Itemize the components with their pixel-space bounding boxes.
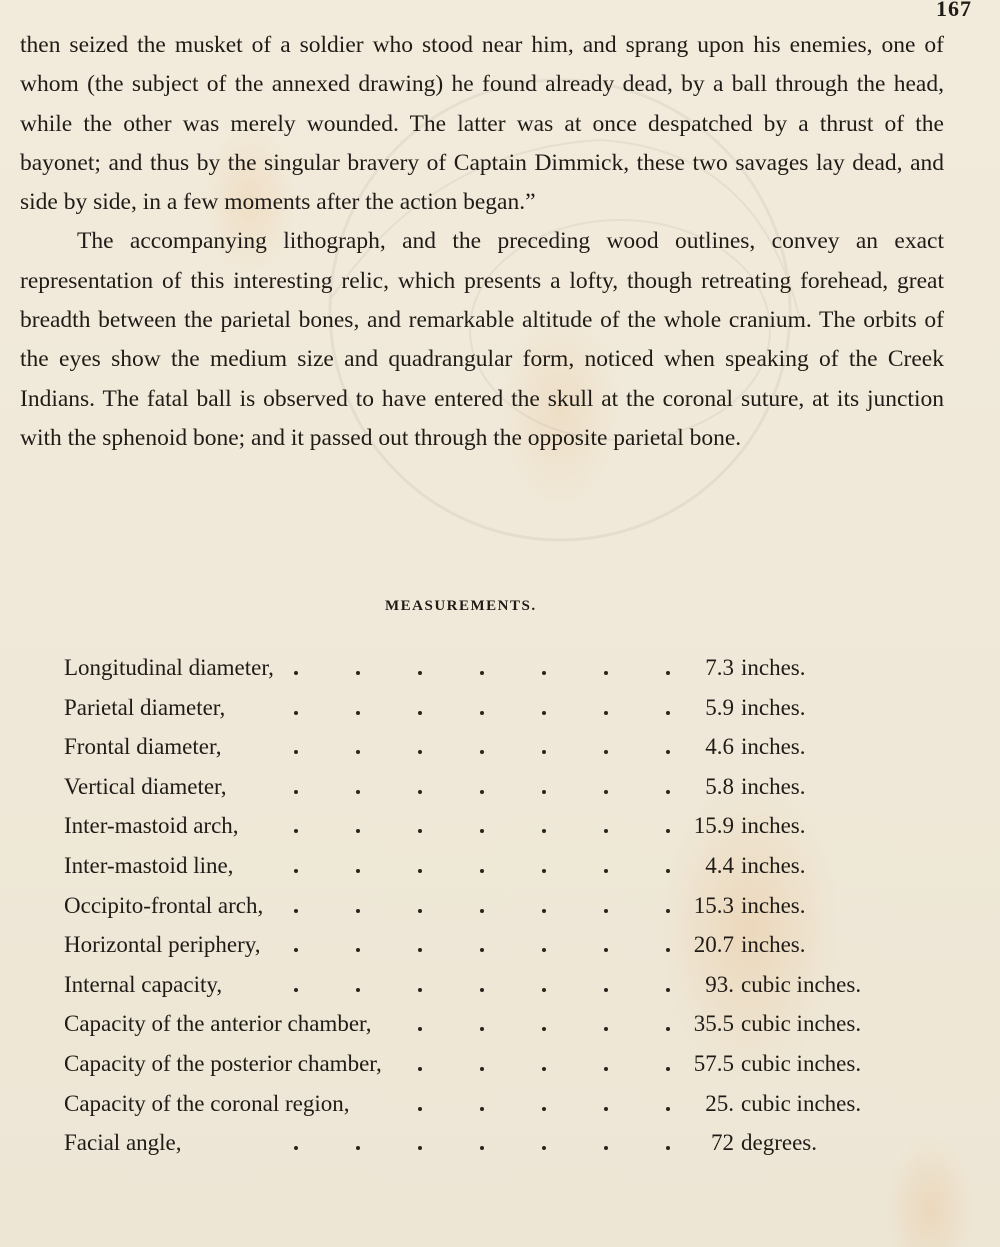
leader-dot	[542, 1067, 546, 1071]
leader-dot	[294, 909, 298, 913]
measurement-label: Internal capacity,	[64, 971, 223, 997]
body-text	[20, 26, 944, 458]
leader-dot	[604, 948, 608, 952]
leader-dot	[480, 829, 484, 833]
leader-dot	[542, 1027, 546, 1031]
measurement-unit: inches.	[741, 773, 806, 799]
leader-dots	[294, 691, 674, 721]
leader-dot	[356, 909, 360, 913]
leader-dot	[356, 671, 360, 675]
measurement-label: Capacity of the anterior chamber,	[64, 1011, 372, 1037]
measurement-value: 4.4	[705, 852, 734, 878]
measurements-table	[64, 651, 964, 1166]
leader-dot	[542, 711, 546, 715]
leader-dot	[542, 988, 546, 992]
measurement-row	[64, 1007, 964, 1047]
leader-dot	[294, 711, 298, 715]
leader-dot	[542, 829, 546, 833]
leader-dot	[480, 948, 484, 952]
leader-dot	[418, 790, 422, 794]
measurement-unit: inches.	[741, 734, 806, 760]
leader-dot	[294, 948, 298, 952]
leader-dot	[418, 750, 422, 754]
leader-dots	[294, 968, 674, 998]
leader-dot	[418, 1027, 422, 1031]
leader-dot	[294, 750, 298, 754]
leader-dot	[542, 1107, 546, 1111]
measurement-row	[64, 889, 964, 929]
measurement-value: 20.7	[693, 932, 734, 958]
leader-dot	[480, 1146, 484, 1150]
leader-dots	[294, 928, 674, 958]
measurement-label: Facial angle,	[64, 1130, 182, 1156]
leader-dots	[294, 1126, 674, 1156]
leader-dot	[418, 869, 422, 873]
paragraph-quote-end: then seized the musket of a soldier who stood near him, and sprang upon his enemies, one of whom (the subject of the annexed drawing) he found already dead, by a ball through the head, while the other was merely wounded. The latter was at once despatched by a thrust of the bayonet; and thus by the singular bravery of Captain Dimmick, these two savages lay dead, and side by side, in a few moments after the action began.”	[20, 32, 944, 216]
leader-dots	[294, 1087, 674, 1117]
leader-dot	[356, 711, 360, 715]
measurement-label: Frontal diameter,	[64, 734, 222, 760]
leader-dot	[294, 869, 298, 873]
measurement-row	[64, 968, 964, 1008]
leader-dot	[480, 1067, 484, 1071]
measurement-value: 72	[711, 1130, 734, 1156]
leader-dot	[418, 1067, 422, 1071]
leader-dot	[542, 671, 546, 675]
measurement-unit: inches.	[741, 694, 806, 720]
leader-dot	[604, 869, 608, 873]
leader-dot	[480, 750, 484, 754]
page-number: 167	[936, 0, 972, 21]
measurement-row	[64, 691, 964, 731]
measurement-unit: cubic inches.	[741, 1050, 862, 1076]
leader-dots	[294, 849, 674, 879]
leader-dot	[418, 1146, 422, 1150]
leader-dot	[480, 1107, 484, 1111]
leader-dot	[604, 988, 608, 992]
measurement-value: 15.9	[693, 813, 734, 839]
measurement-value: 35.5	[693, 1011, 734, 1037]
leader-dot	[604, 1027, 608, 1031]
measurement-unit: cubic inches.	[741, 1011, 862, 1037]
leader-dot	[294, 671, 298, 675]
leader-dot	[480, 790, 484, 794]
leader-dot	[356, 869, 360, 873]
measurement-row	[64, 1047, 964, 1087]
measurement-unit: inches.	[741, 892, 806, 918]
leader-dot	[542, 948, 546, 952]
leader-dot	[604, 1067, 608, 1071]
leader-dot	[356, 988, 360, 992]
leader-dot	[356, 948, 360, 952]
measurement-row	[64, 1126, 964, 1166]
measurement-unit: inches.	[741, 813, 806, 839]
measurement-value: 15.3	[693, 892, 734, 918]
leader-dot	[418, 988, 422, 992]
leader-dot	[480, 1027, 484, 1031]
leader-dot	[542, 750, 546, 754]
leader-dot	[356, 1146, 360, 1150]
measurement-row	[64, 928, 964, 968]
measurement-label: Inter-mastoid arch,	[64, 813, 239, 839]
measurement-row	[64, 730, 964, 770]
leader-dot	[604, 750, 608, 754]
measurement-unit: inches.	[741, 932, 806, 958]
measurement-label: Longitudinal diameter,	[64, 655, 274, 680]
measurement-unit: degrees.	[741, 1130, 817, 1156]
leader-dot	[418, 1107, 422, 1111]
leader-dot	[294, 790, 298, 794]
leader-dot	[542, 909, 546, 913]
leader-dots	[294, 730, 674, 760]
measurement-row	[64, 809, 964, 849]
paragraph-description: The accompanying lithograph, and the preceding wood outlines, convey an exact representation of this interesting relic, which presents a lofty, though retreating forehead, great breadth between the parietal bones, and remarkable altitude of the whole cranium. The orbits of the eyes show the medium size and quadrangular form, noticed when speaking of the Creek Indians. The fatal ball is observed to have entered the skull at the coronal suture, at its junction with the sphenoid bone; and it passed out through the opposite parietal bone.	[20, 228, 944, 451]
measurement-value: 57.5	[693, 1050, 734, 1076]
measurement-label: Capacity of the posterior chamber,	[64, 1050, 382, 1076]
measurement-value: 5.9	[705, 694, 734, 720]
leader-dot	[294, 829, 298, 833]
measurements-heading: MEASUREMENTS.	[385, 598, 537, 614]
measurement-label: Inter-mastoid line,	[64, 852, 234, 878]
measurement-unit: inches.	[741, 655, 806, 680]
leader-dot	[542, 790, 546, 794]
measurement-label: Horizontal periphery,	[64, 932, 261, 958]
leader-dots	[294, 1047, 674, 1077]
leader-dot	[604, 1146, 608, 1150]
measurement-value: 7.3	[705, 655, 734, 680]
measurement-unit: cubic inches.	[741, 971, 862, 997]
leader-dot	[604, 829, 608, 833]
leader-dot	[356, 790, 360, 794]
measurement-label: Occipito-frontal arch,	[64, 892, 264, 918]
leader-dots	[294, 1007, 674, 1037]
leader-dot	[294, 988, 298, 992]
leader-dot	[418, 711, 422, 715]
leader-dots	[294, 889, 674, 919]
measurement-row	[64, 651, 964, 691]
measurement-unit: cubic inches.	[741, 1090, 862, 1116]
leader-dot	[418, 948, 422, 952]
leader-dot	[418, 909, 422, 913]
leader-dot	[604, 1107, 608, 1111]
measurement-value: 5.8	[705, 773, 734, 799]
leader-dot	[356, 750, 360, 754]
leader-dot	[418, 671, 422, 675]
measurement-label: Vertical diameter,	[64, 773, 227, 799]
leader-dot	[480, 909, 484, 913]
measurement-value: 25.	[705, 1090, 734, 1116]
leader-dot	[604, 790, 608, 794]
leader-dot	[542, 869, 546, 873]
leader-dots	[294, 809, 674, 839]
leader-dots	[294, 770, 674, 800]
measurement-value: 93.	[705, 971, 734, 997]
leader-dot	[418, 829, 422, 833]
leader-dot	[542, 1146, 546, 1150]
leader-dots	[294, 651, 674, 681]
leader-dot	[480, 869, 484, 873]
leader-dot	[294, 1146, 298, 1150]
leader-dot	[604, 711, 608, 715]
measurement-label: Capacity of the coronal region,	[64, 1090, 350, 1116]
leader-dot	[480, 671, 484, 675]
measurement-value: 4.6	[705, 734, 734, 760]
measurement-unit: inches.	[741, 852, 806, 878]
leader-dot	[480, 711, 484, 715]
measurement-label: Parietal diameter,	[64, 694, 226, 720]
leader-dot	[356, 829, 360, 833]
leader-dot	[604, 671, 608, 675]
measurement-row	[64, 1087, 964, 1127]
measurement-row	[64, 849, 964, 889]
measurement-row	[64, 770, 964, 810]
leader-dot	[604, 909, 608, 913]
leader-dot	[480, 988, 484, 992]
